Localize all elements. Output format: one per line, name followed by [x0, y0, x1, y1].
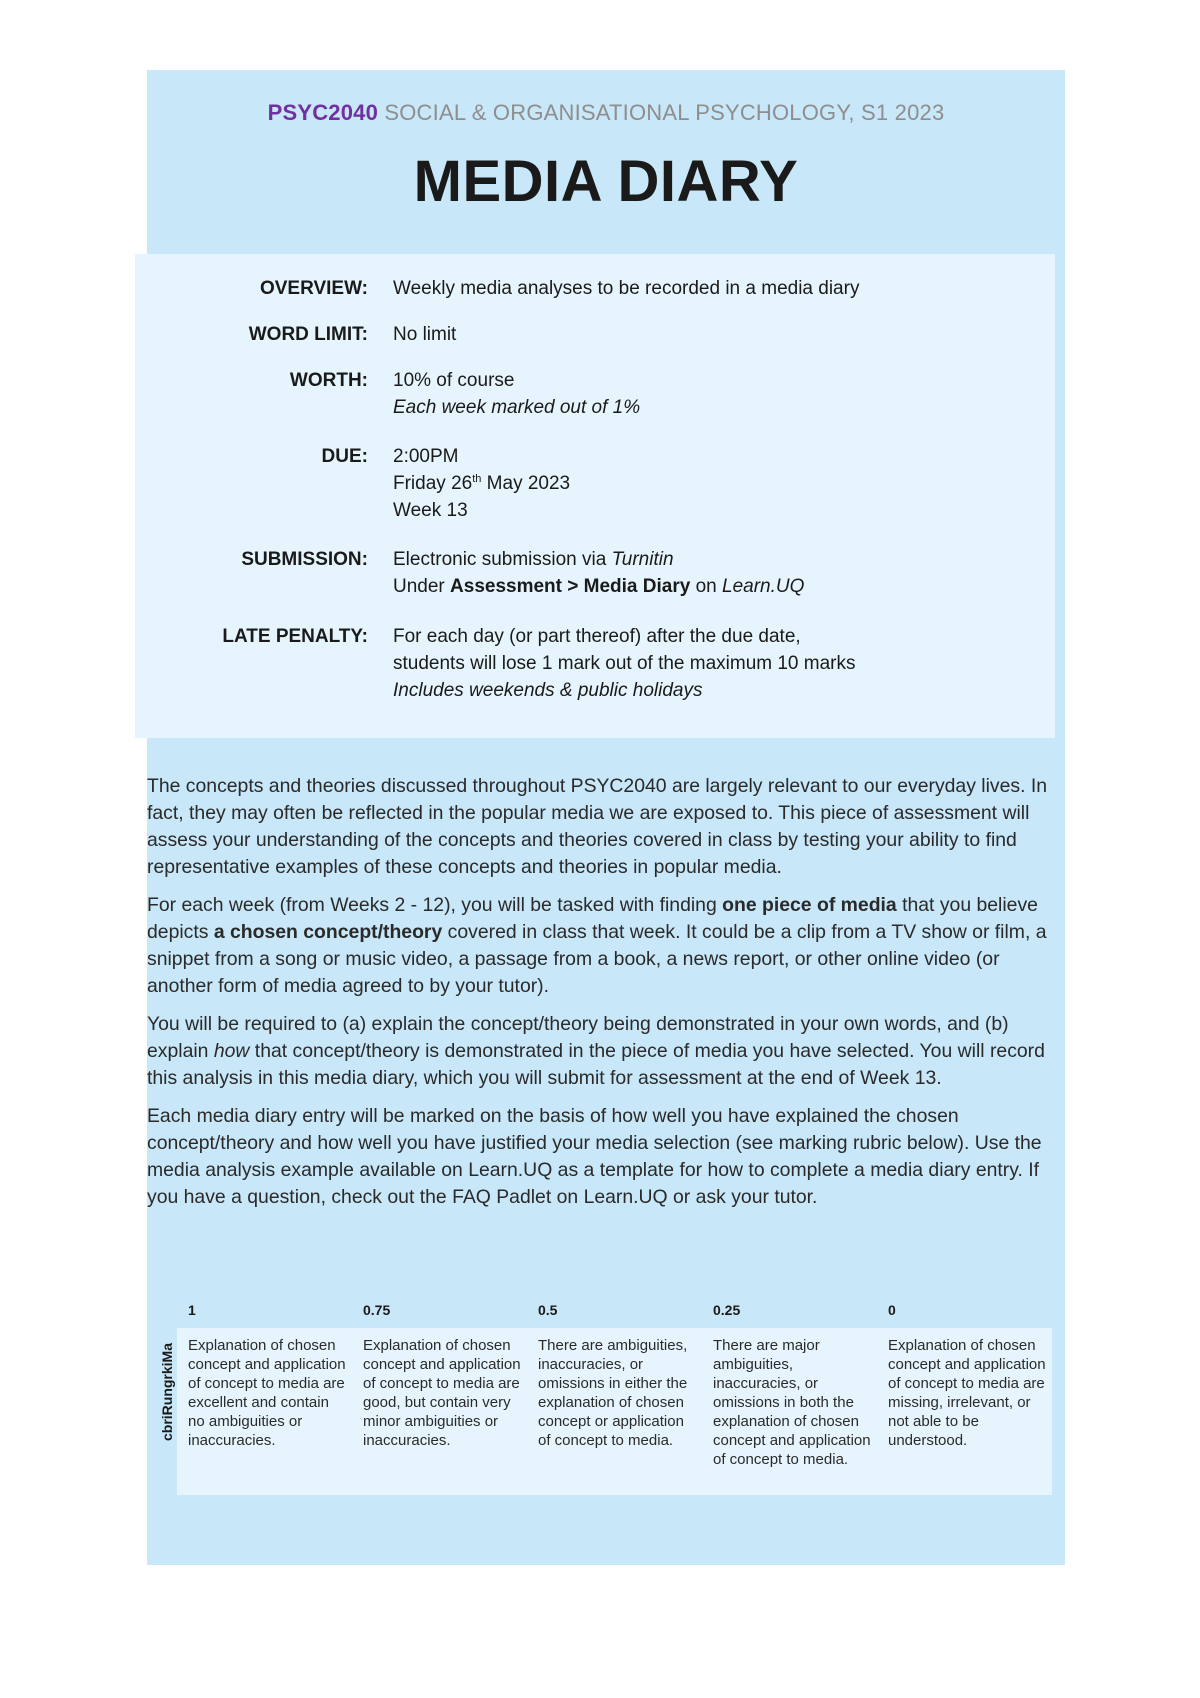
rubric-side-text: cbriRungrkiMa: [159, 1342, 175, 1442]
worth-note: Each week marked out of 1%: [393, 397, 641, 418]
paragraph-2: For each week (from Weeks 2 - 12), you will be tasked with finding one piece of media that you believe depicts a chosen concept/theory covered in class that week. It could be a clip from a TV show or film, a snippet from a song or music video, a passage from a book, a news report, or other online video (or another form of media agreed to by your tutor).: [147, 894, 1047, 997]
rubric-cell-0-5: There are ambiguities, inaccuracies, or omissions in either the explanation of chosen concept or application of concept to media.: [538, 1337, 688, 1449]
rubric-cell-0-25: There are major ambiguities, inaccuracies, or omissions in both the explanation of chosen concept and application of concept to media.: [713, 1337, 871, 1468]
late-penalty-line-3: Includes weekends & public holidays: [393, 680, 703, 701]
submission-line-2: Under Assessment > Media Diary on Learn.UQ: [393, 576, 805, 597]
instructions-text: [147, 773, 1052, 1222]
due-label: DUE:: [321, 446, 368, 467]
submission-line-1: Electronic submission via Turnitin: [393, 549, 674, 570]
overview-value: [393, 275, 1033, 302]
rubric-score-1: 1: [188, 1302, 196, 1318]
overview-text: Weekly media analyses to be recorded in a media diary: [393, 278, 860, 299]
rubric-cell-0: Explanation of chosen concept and application of concept to media are missing, irrelevant, or not able to be understood.: [888, 1337, 1046, 1449]
worth-text: 10% of course: [393, 370, 515, 391]
due-week: Week 13: [393, 500, 468, 521]
rubric-cell-1: Explanation of chosen concept and application of concept to media are excellent and contain no ambiguities or inaccuracies.: [188, 1337, 346, 1449]
rubric-side-label: [157, 1333, 177, 1451]
rubric-score-0-75: 0.75: [363, 1302, 391, 1318]
paragraph-3: You will be required to (a) explain the concept/theory being demonstrated in your own words, and (b) explain how that concept/theory is demonstrated in the piece of media you have selected. You will record this analysis in this media diary, which you will submit for assessment at the end of Week 13.: [147, 1013, 1045, 1089]
due-time: 2:00PM: [393, 446, 459, 467]
late-penalty-label: LATE PENALTY:: [222, 626, 368, 647]
due-value: [393, 443, 1033, 524]
late-penalty-line-2: students will lose 1 mark out of the maximum 10 marks: [393, 653, 856, 674]
worth-value: [393, 367, 1033, 421]
page-title: MEDIA DIARY: [413, 149, 799, 214]
course-heading: [147, 100, 1065, 126]
assessment-info-box: [135, 254, 1055, 738]
word-limit-text: No limit: [393, 324, 457, 345]
submission-label: SUBMISSION:: [241, 549, 368, 570]
rubric-score-0: 0: [888, 1302, 896, 1318]
course-code: PSYC2040: [267, 100, 379, 125]
word-limit-label: WORD LIMIT:: [248, 324, 368, 345]
paragraph-1: The concepts and theories discussed throughout PSYC2040 are largely relevant to our everyday lives. In fact, they may often be reflected in the popular media we are exposed to. This piece of assessment will assess your understanding of the concepts and theories covered in class by testing your ability to find representative examples of these concepts and theories in popular media.: [147, 775, 1048, 878]
paragraph-4: Each media diary entry will be marked on the basis of how well you have explained the chosen concept/theory and how well you have justified your media selection (see marking rubric below). Use the media analysis example available on Learn.UQ as a template for how to complete a media diary entry. If you have a question, check out the FAQ Padlet on Learn.UQ or ask your tutor.: [147, 1105, 1042, 1208]
rubric-score-0-25: 0.25: [713, 1302, 741, 1318]
rubric-descriptions-row: [177, 1328, 1052, 1495]
overview-label: OVERVIEW:: [259, 278, 368, 299]
rubric-cell-0-75: Explanation of chosen concept and application of concept to media are good, but contain very minor ambiguities or inaccuracies.: [363, 1337, 521, 1449]
course-name: SOCIAL & ORGANISATIONAL PSYCHOLOGY, S1 2023: [384, 100, 945, 125]
due-day: Friday 26th May 2023: [393, 473, 571, 494]
submission-value: [393, 546, 1033, 600]
late-penalty-line-1: For each day (or part thereof) after the due date,: [393, 626, 801, 647]
rubric-score-0-5: 0.5: [538, 1302, 558, 1318]
word-limit-value: [393, 321, 1033, 348]
late-penalty-value: [393, 623, 1033, 704]
worth-label: WORTH:: [289, 370, 368, 391]
